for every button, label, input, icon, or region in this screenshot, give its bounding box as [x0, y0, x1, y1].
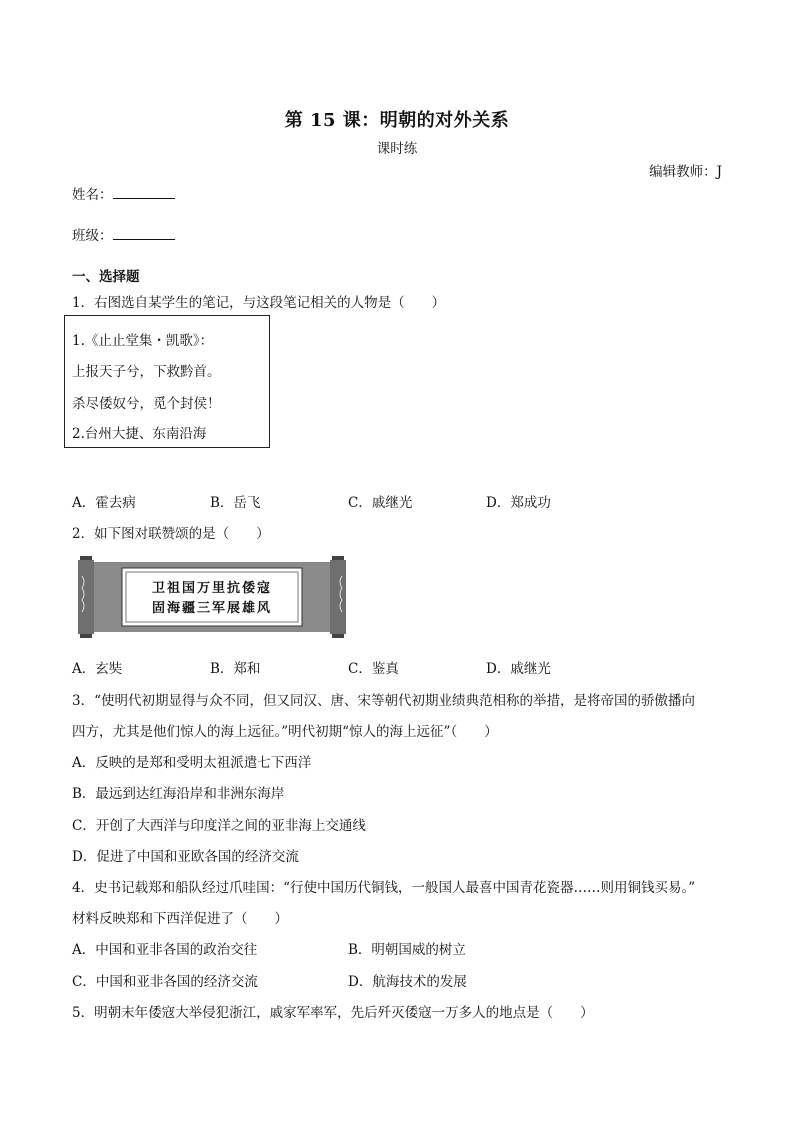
- couplet-line-1: 卫祖国万里抗倭寇: [151, 581, 273, 596]
- question-3-option-b: B．最远到达红海沿岸和非洲东海岸: [72, 786, 285, 802]
- question-5-stem: 5．明朝末年倭寇大举侵犯浙江，戚家军率军，先后歼灭倭寇一万多人的地点是（ ）: [72, 1005, 594, 1021]
- question-4-stem-line-2: 材料反映郑和下西洋促进了（ ）: [72, 911, 288, 927]
- question-3-option-c: C．开创了大西洋与印度洋之间的亚非海上交通线: [72, 818, 366, 834]
- question-4-option-d: D．航海技术的发展: [348, 974, 467, 990]
- question-3-option-d: D．促进了中国和亚欧各国的经济交流: [72, 849, 299, 865]
- class-label: 班级：: [72, 228, 113, 244]
- class-blank: [113, 226, 175, 240]
- question-4-option-b: B．明朝国威的树立: [348, 942, 466, 958]
- question-2-option-c: C．鉴真: [348, 661, 399, 677]
- note-line: 1.《止止堂集・凯歌》：: [72, 333, 214, 349]
- question-1-option-b: B．岳飞: [210, 495, 261, 511]
- question-3-option-a: A．反映的是郑和受明太祖派遣七下西洋: [72, 755, 312, 771]
- question-4-option-c: C．中国和亚非各国的经济交流: [72, 974, 258, 990]
- question-1-stem: 1．右图选自某学生的笔记，与这段笔记相关的人物是（ ）: [72, 295, 446, 311]
- name-blank: [113, 185, 175, 199]
- name-field: [72, 183, 175, 203]
- question-4-stem-line-1: 4．史书记载郑和船队经过爪哇国：“行使中国历代铜钱，一般国人最喜中国青花瓷器……则用铜钱买易。”: [72, 880, 696, 896]
- question-2-option-b: B．郑和: [210, 661, 261, 677]
- class-field: [72, 224, 175, 244]
- question-1-option-c: C．戚继光: [348, 495, 413, 511]
- question-3-stem-line-2: 四方，尤其是他们惊人的海上远征。”明代初期“惊人的海上远征”（ ）: [72, 724, 498, 740]
- couplet-scroll-image: [78, 556, 346, 638]
- question-1-option-d: D．郑成功: [486, 495, 551, 511]
- editor-label: 编辑教师：J: [649, 164, 722, 180]
- page-subtitle: 课时练: [376, 141, 418, 157]
- question-1-note-box: [64, 315, 270, 448]
- name-label: 姓名：: [72, 187, 113, 203]
- couplet-line-2: 固海疆三军展雄风: [151, 601, 273, 616]
- question-1-option-a: A．霍去病: [72, 495, 136, 511]
- question-4-option-a: A．中国和亚非各国的政治交往: [72, 942, 258, 958]
- note-line: 上报天子兮，下救黔首。: [72, 364, 221, 380]
- question-2-option-d: D．戚继光: [486, 661, 551, 677]
- page-title: 第 15 课：明朝的对外关系: [284, 110, 510, 131]
- section-heading: 一、选择题: [72, 269, 140, 285]
- note-line: 杀尽倭奴兮，觅个封侯！: [72, 396, 221, 412]
- question-2-stem: 2．如下图对联赞颂的是（ ）: [72, 526, 270, 542]
- question-3-stem-line-1: 3．“使明代初期显得与众不同，但又同汉、唐、宋等朝代初期业绩典范相称的举措，是将帝国的骄傲播向: [72, 693, 695, 709]
- question-2-option-a: A．玄奘: [72, 661, 123, 677]
- note-line: 2.台州大捷、东南沿海: [72, 426, 207, 442]
